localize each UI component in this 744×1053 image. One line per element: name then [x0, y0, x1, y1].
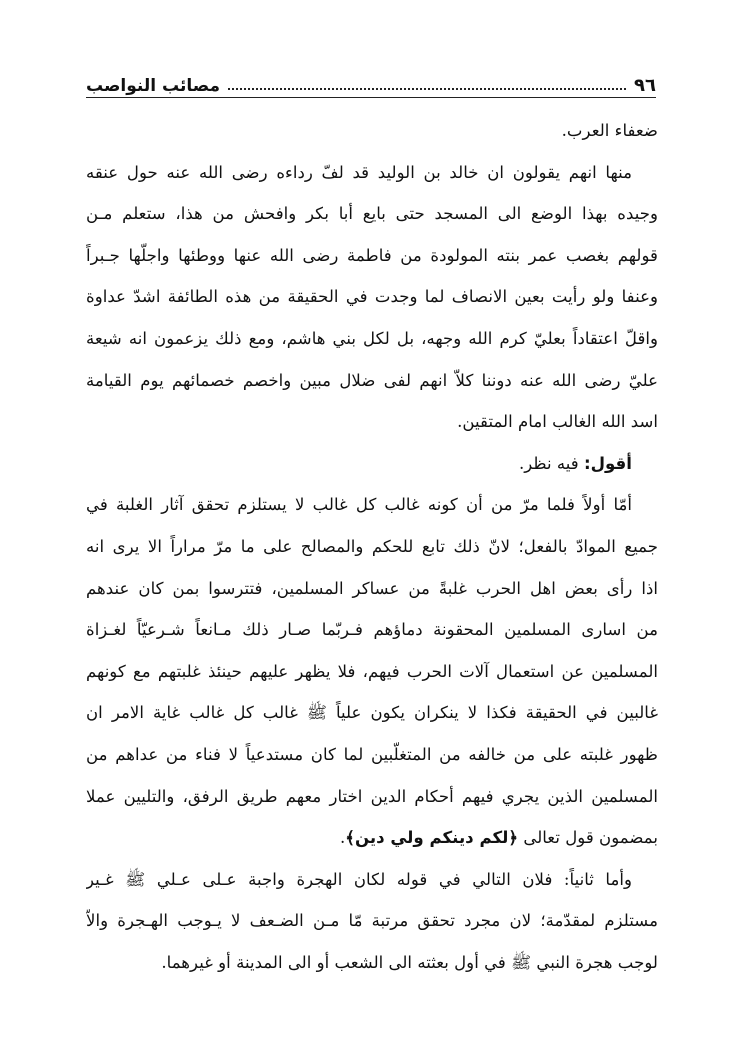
text-line [86, 900, 658, 942]
text-line [86, 152, 658, 194]
text-line [86, 568, 658, 610]
line-text: منها انهم يقولون ان خالد بن الوليد قد لفّ رداءه رضى الله عنه حول عنقه [86, 162, 632, 182]
text-line [86, 193, 658, 235]
line-text: المسلمين الذين يجري فيهم أحكام الدين اختار معهم طريق الرفق، والتليين عملا [86, 786, 658, 806]
line-text: . [339, 828, 346, 848]
line-text: مستلزم لمقدّمة؛ لان مجرد تحقق مرتبة مّا مـن الضـعف لا يـوجب الهـجرة والاّ [86, 911, 658, 931]
line-text: وعنفا ولو رأيت بعين الانصاف لما وجدت في الحقيقة من هذه الطائفة اشدّ عداوة [86, 287, 658, 307]
line-text: جميع الموادّ بالفعل؛ لانّ ذلك تابع للحكم والمصالح على ما مرّ مراراً الا يرى انه [86, 536, 658, 556]
text-line [86, 526, 658, 568]
bold-keyword: أقول: [584, 453, 632, 473]
text-line [86, 484, 658, 526]
text-line [86, 110, 658, 152]
line-text: وأما ثانياً: فلان التالي في قوله لكان الهجرة واجبة عـلى عـلي ﷺ غـير [86, 869, 632, 889]
line-text: أمّا أولاً فلما مرّ من أن كونه غالب كل غالب لا يستلزم تحقق آثار الغلبة في [86, 495, 632, 515]
line-text: عليّ رضى الله عنه دوننا كلاّ انهم لفى ضلال مبين واخصم خصمائهم يوم القيامة [86, 370, 658, 390]
line-text: من اسارى المسلمين المحقونة دماؤهم فـربّما صـار ذلك مـانعاً شـرعيّاً لغـزاة [86, 620, 658, 640]
header-rule [86, 97, 656, 98]
running-title: مصائب النواصب [86, 76, 221, 96]
line-text: لوجب هجرة النبي ﷺ في أول بعثته الى الشعب أو الى المدينة أو غيرهما. [161, 952, 658, 972]
line-text: واقلّ اعتقاداً بعليّ كرم الله وجهه، بل لكل بني هاشم، ومع ذلك يزعمون انه شيعة [86, 328, 658, 348]
line-text: غالبين في الحقيقة فكذا لا ينكران يكون علياً ﷺ غالب كل غالب غاية الامر ان [86, 703, 658, 723]
line-text: فيه نظر. [518, 453, 584, 473]
line-text: وجيده بهذا الوضع الى المسجد حتى بايع أبا بكر وافحش من هذا، ستعلم مـن [86, 204, 658, 224]
text-line [86, 651, 658, 693]
text-line [86, 817, 658, 859]
text-line [86, 360, 658, 402]
text-line [86, 609, 658, 651]
header-dot-leader [228, 87, 626, 90]
text-line [86, 276, 658, 318]
running-header [86, 62, 656, 96]
line-text: ضعفاء العرب. [561, 121, 658, 140]
body-text [86, 110, 658, 983]
text-line [86, 734, 658, 776]
page-number: ٩٦ [634, 75, 656, 96]
line-text: اسد الله الغالب امام المتقين. [457, 412, 658, 432]
text-line [86, 401, 658, 443]
text-line [86, 318, 658, 360]
text-line [86, 776, 658, 818]
text-line [86, 859, 658, 901]
text-line [86, 692, 658, 734]
line-text: ظهور غلبته على من خالفه من المتغلّبين لما كان مستدعياً لا فناء من عداهم من [86, 744, 658, 764]
text-line [86, 942, 658, 984]
line-text: المسلمين عن استعمال آلات الحرب فيهم، فلا يظهر عليهم حينئذ غلبتهم مع كونهم [86, 661, 658, 681]
text-line [86, 235, 658, 277]
quran-quote: ﴿لكم دينكم ولي دين﴾ [345, 828, 519, 848]
line-text: قولهم بغصب عمر بنته المولودة من فاطمة رضى الله عنها ووطئها واجلّها جـبراً [86, 245, 658, 265]
line-text: اذا رأى بعض اهل الحرب غلبةً من عساكر المسلمين، فتترسوا بمن كان عندهم [86, 578, 658, 598]
text-line [86, 443, 658, 485]
line-text: بمضمون قول تعالى [518, 828, 658, 848]
